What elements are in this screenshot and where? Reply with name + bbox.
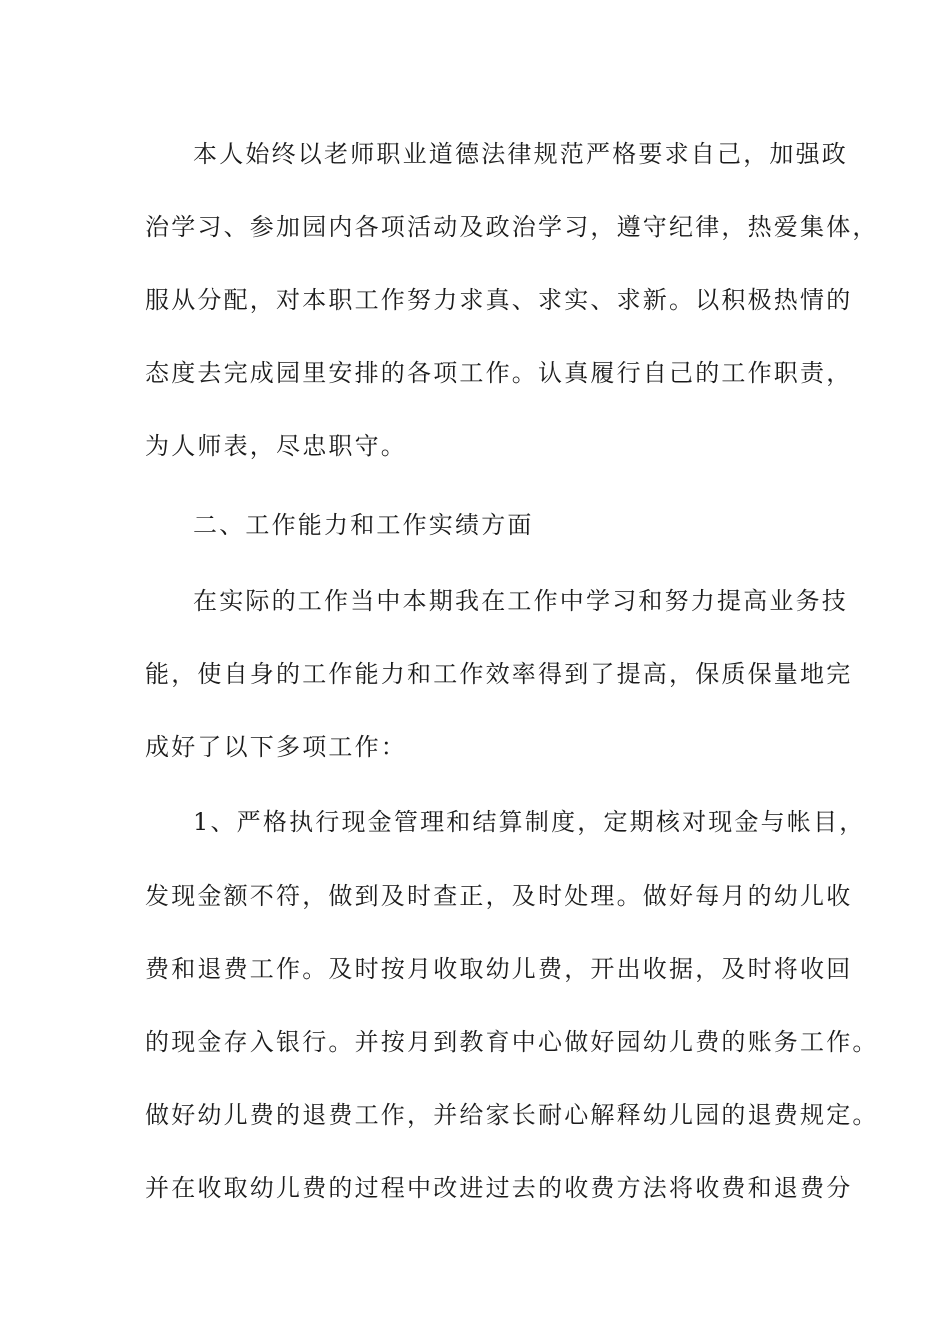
paragraph-line: 服从分配，对本职工作努力求真、求实、求新。以积极热情的 [145, 286, 853, 314]
list-item-line: 费和退费工作。及时按月收取幼儿费，开出收据，及时将收回 [145, 955, 853, 983]
section-heading: 二、工作能力和工作实绩方面 [193, 511, 534, 539]
paragraph-line: 态度去完成园里安排的各项工作。认真履行自己的工作职责， [145, 359, 853, 387]
list-item-line: 做好幼儿费的退费工作，并给家长耐心解释幼儿园的退费规定。 [145, 1101, 879, 1129]
paragraph-line: 治学习、参加园内各项活动及政治学习，遵守纪律，热爱集体， [145, 213, 879, 241]
list-item-line: 的现金存入银行。并按月到教育中心做好园幼儿费的账务工作。 [145, 1028, 879, 1056]
list-item-line: 1、严格执行现金管理和结算制度，定期核对现金与帐目， [193, 808, 866, 836]
paragraph-line: 为人师表，尽忠职守。 [145, 432, 407, 460]
list-item-line: 发现金额不符，做到及时查正，及时处理。做好每月的幼儿收 [145, 882, 853, 910]
paragraph-line: 本人始终以老师职业道德法律规范严格要求自己，加强政 [193, 140, 848, 168]
paragraph-line: 在实际的工作当中本期我在工作中学习和努力提高业务技 [193, 587, 848, 615]
paragraph-line: 能，使自身的工作能力和工作效率得到了提高，保质保量地完 [145, 660, 853, 688]
list-item-line: 并在收取幼儿费的过程中改进过去的收费方法将收费和退费分 [145, 1174, 853, 1202]
paragraph-line: 成好了以下多项工作： [145, 733, 407, 761]
